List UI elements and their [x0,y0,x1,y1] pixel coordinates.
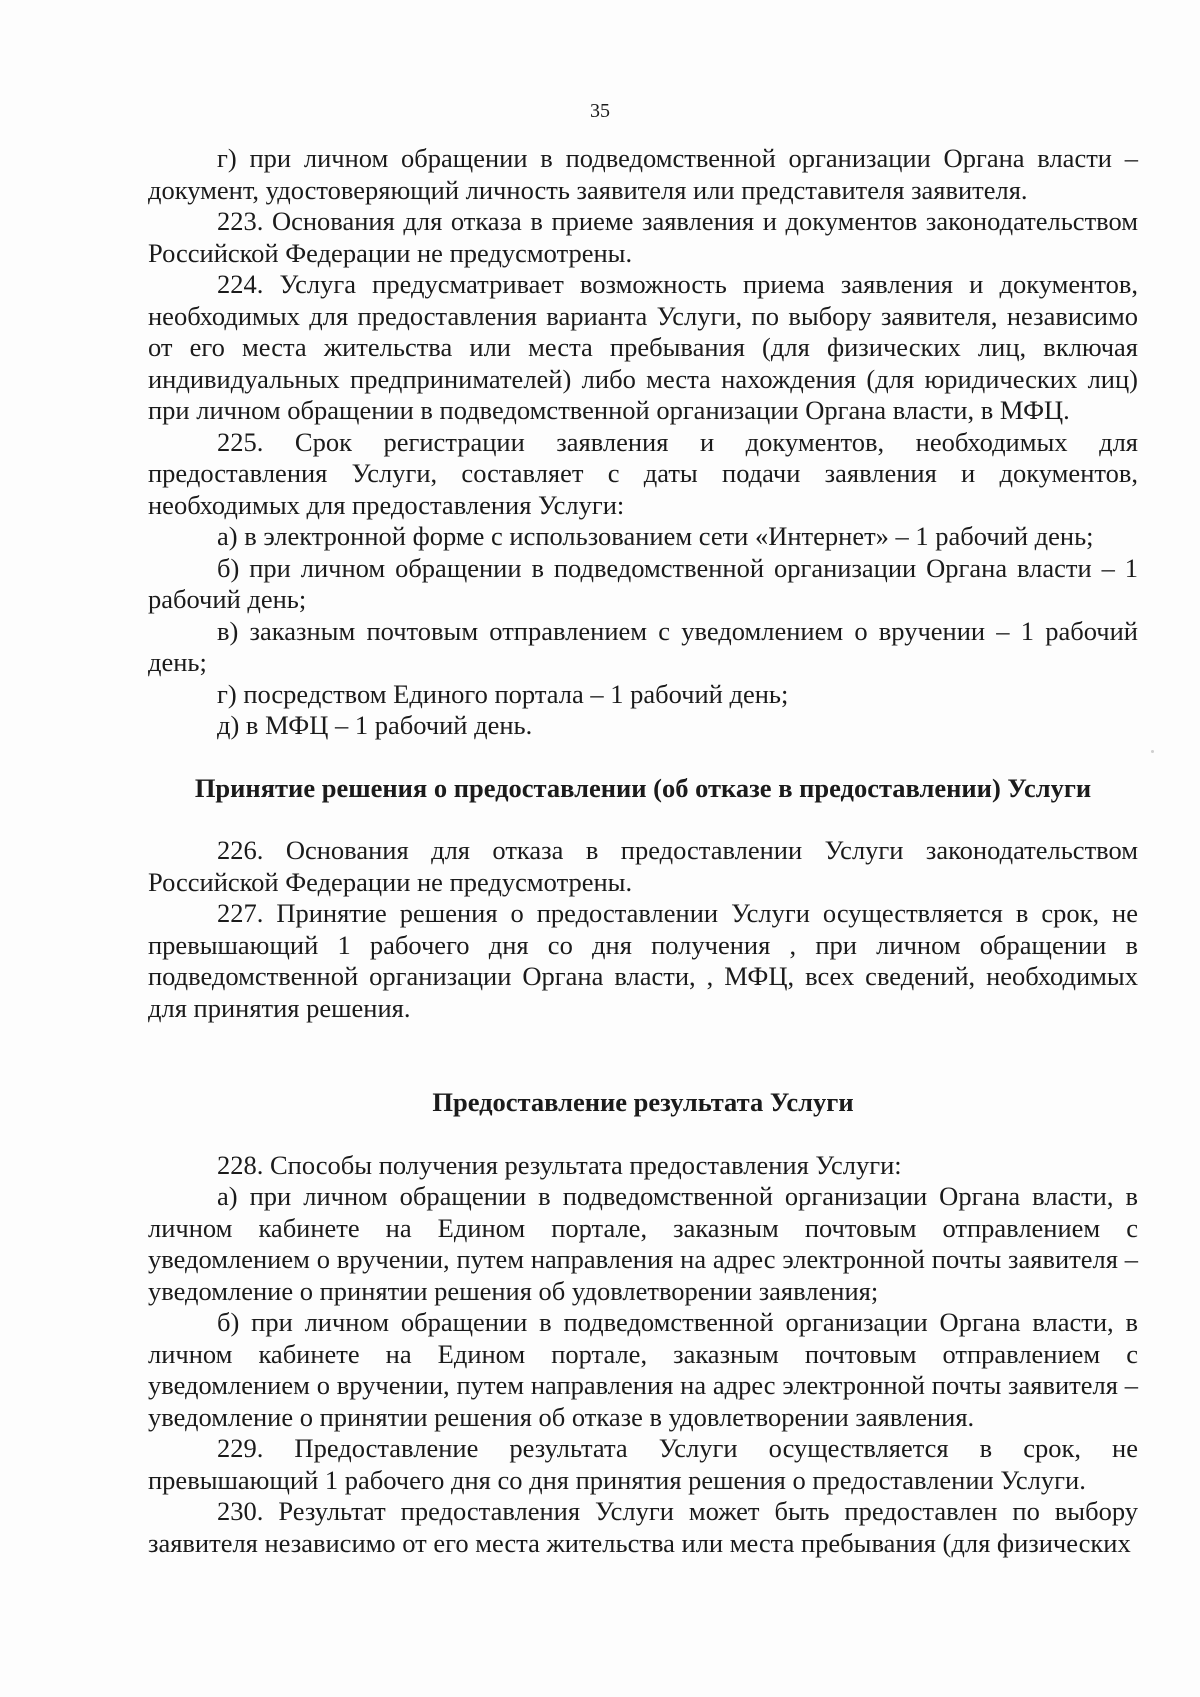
scan-speck [1151,750,1154,753]
document-body [148,143,1138,1559]
paragraph-225: 225. Срок регистрации заявления и документов, необходимых для предоставления Услуги, составляет с даты подачи заявления и документов, необходимых для предоставления Услуги: [148,426,1138,520]
list-item-g: г) посредством Единого портала – 1 рабочий день; [217,678,789,709]
paragraph-228: 228. Способы получения результата предоставления Услуги: [217,1149,902,1180]
paragraph-224: 224. Услуга предусматривает возможность приема заявления и документов, необходимых для предоставления варианта Услуги, по выбору заявителя, независимо от его места жительства или места пребывания (для физических лиц, включая индивидуальных предпринимателей) либо места нахождения (для юридических лиц) при личном обращении в подведомственной организации Органа власти, в МФЦ. [148,269,1138,425]
paragraph-229: 229. Предоставление результата Услуги осуществляется в срок, не превышающий 1 рабочего дня со дня принятия решения о предоставлении Услуги. [148,1433,1138,1495]
result-method-a: а) при личном обращении в подведомственной организации Органа власти, в личном кабинете на Едином портале, заказным почтовым отправлением с уведомлением о вручении, путем направления на адрес электронной почты заявителя – уведомление о принятии решения об удовлетворении заявления; [148,1181,1138,1306]
section-heading-result: Предоставление результата Услуги [432,1087,854,1117]
list-item-d: д) в МФЦ – 1 рабочий день. [217,710,533,740]
paragraph-226: 226. Основания для отказа в предоставлении Услуги законодательством Российской Федерации не предусмотрены. [148,835,1138,897]
paragraph-item-g-identity: г) при личном обращении в подведомственной организации Органа власти – документ, удостоверяющий личность заявителя или представителя заявителя. [148,143,1138,205]
paragraph-227: 227. Принятие решения о предоставлении Услуги осуществляется в срок, не превышающий 1 рабочего дня со дня получения , при личном обращении в подведомственной организации Органа власти, , МФЦ, всех сведений, необходимых для принятия решения. [148,898,1138,1023]
section-heading-decision: Принятие решения о предоставлении (об отказе в предоставлении) Услуги [194,772,1092,803]
paragraph-223: 223. Основания для отказа в приеме заявления и документов законодательством Российской Федерации не предусмотрены. [148,206,1138,268]
page-number: 35 [590,100,610,122]
list-item-b: б) при личном обращении в подведомственной организации Органа власти – 1 рабочий день; [148,552,1138,614]
paragraph-230: 230. Результат предоставления Услуги может быть предоставлен по выбору заявителя независимо от его места жительства или места пребывания (для физических [148,1496,1138,1558]
result-method-b: б) при личном обращении в подведомственной организации Органа власти, в личном кабинете на Едином портале, заказным почтовым отправлением с уведомлением о вручении, путем направления на адрес электронной почты заявителя – уведомление о принятии решения об отказе в удовлетворении заявления. [148,1307,1138,1432]
list-item-v: в) заказным почтовым отправлением с уведомлением о вручении – 1 рабочий день; [148,615,1138,677]
list-item-a: а) в электронной форме с использованием сети «Интернет» – 1 рабочий день; [217,521,1094,551]
